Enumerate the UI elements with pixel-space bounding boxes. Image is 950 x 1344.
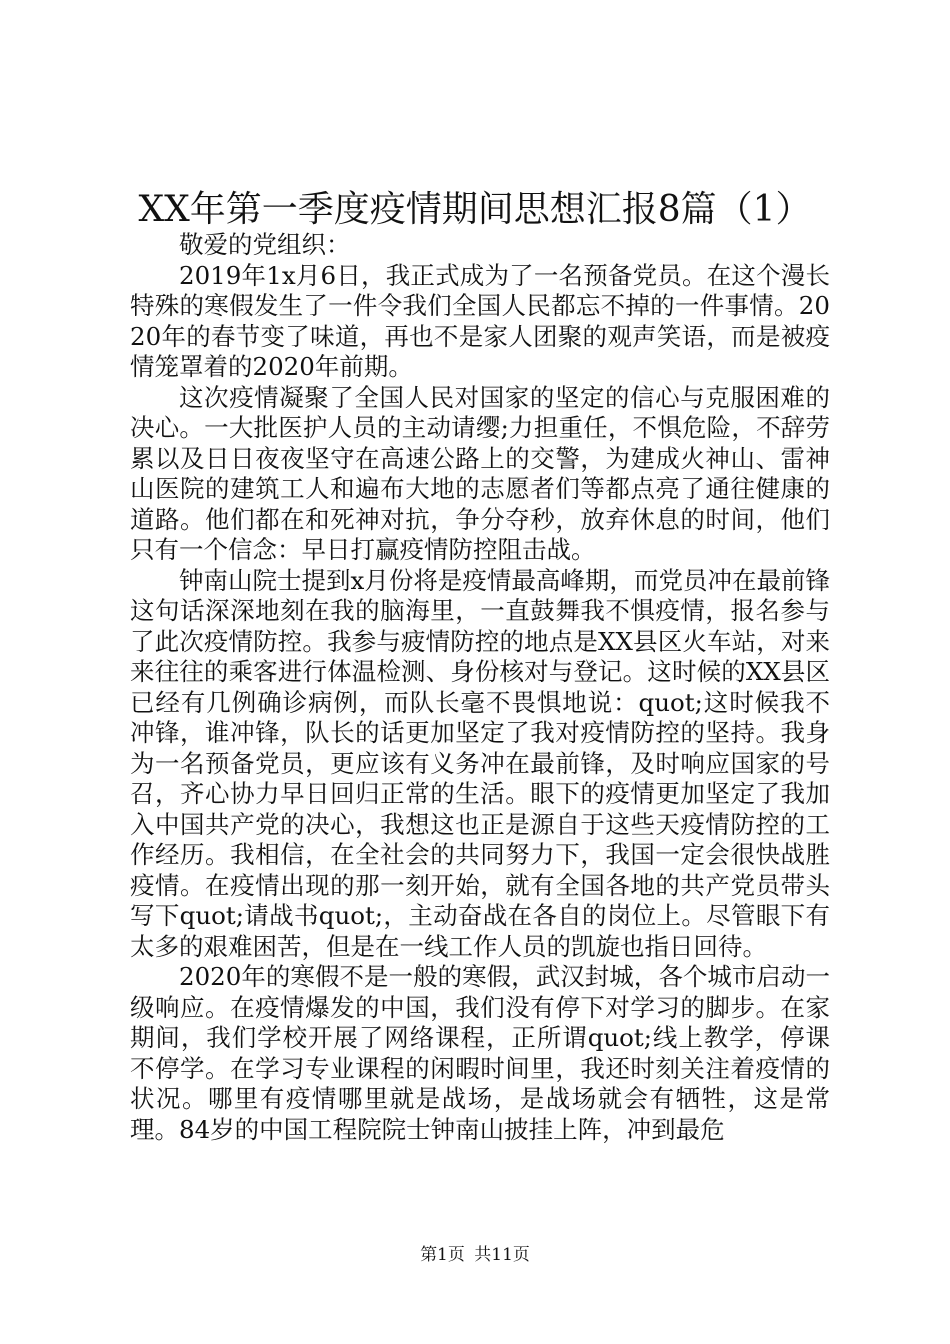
- paragraph-2: 这次疫情凝聚了全国人民对国家的坚定的信心与克服困难的决心。一大批医护人员的主动请缨;力担重任，不惧危险，不辞劳累以及日日夜夜坚守在高速公路上的交警，为建成火神山、雷神山医院的建筑工人和遍布大地的志愿者们等都点亮了通往健康的道路。他们都在和死神对抗，争分夺秒，放弃休息的时间，他们只有一个信念：早日打赢疫情防控阻击战。: [130, 382, 830, 564]
- document-body: [130, 230, 830, 1145]
- paragraph-3: 钟南山院士提到x月份将是疫情最高峰期，而党员冲在最前锋这句话深深地刻在我的脑海里，一直鼓舞我不惧疫情，报名参与了此次疫情防控。我参与疲情防控的地点是XX县区火车站，对来来往往的乘客进行体温检测、身份核对与登记。这时候的XX县区已经有几例确诊病例，而队长毫不畏惧地说：quot;这时候我不冲锋，谁冲锋，队长的话更加坚定了我对疫情防控的坚持。我身为一名预备党员，更应该有义务冲在最前锋，及时响应国家的号召，齐心协力早日回归正常的生活。眼下的疫情更加坚定了我加入中国共产党的决心，我想这也正是源自于这些天疫情防控的工作经历。我相信，在全社会的共同努力下，我国一定会很快战胜疫情。在疫情出现的那一刻开始，就有全国各地的共产党员带头写下quot;请战书quot;，主动奋战在各自的岗位上。尽管眼下有太多的艰难困苦，但是在一线工作人员的凯旋也指日回待。: [130, 565, 830, 961]
- page-footer: [0, 1244, 950, 1266]
- paragraph-1: 2019年1x月6日，我正式成为了一名预备党员。在这个漫长特殊的寒假发生了一件令我们全国人民都忘不掉的一件事情。2020年的春节变了味道，再也不是家人团聚的观声笑语，而是被疫情笼罩着的2020年前期。: [130, 260, 830, 381]
- page-total: 共11页: [474, 1245, 530, 1265]
- document-title: XX年第一季度疫情期间思想汇报8篇（1）: [138, 189, 812, 230]
- salutation: 敬爱的党组织：: [179, 230, 351, 259]
- page-number: 第1页: [420, 1245, 465, 1265]
- paragraph-4: 2020年的寒假不是一般的寒假，武汉封城，各个城市启动一级响应。在疫情爆发的中国，我们没有停下对学习的脚步。在家期间，我们学校开展了网络课程，正所谓quot;线上教学，停课不停学。在学习专业课程的闲暇时间里，我还时刻关注着疫情的状况。哪里有疫情哪里就是战场，是战场就会有牺牲，这是常理。84岁的中国工程院院士钟南山披挂上阵，冲到最危: [130, 962, 830, 1144]
